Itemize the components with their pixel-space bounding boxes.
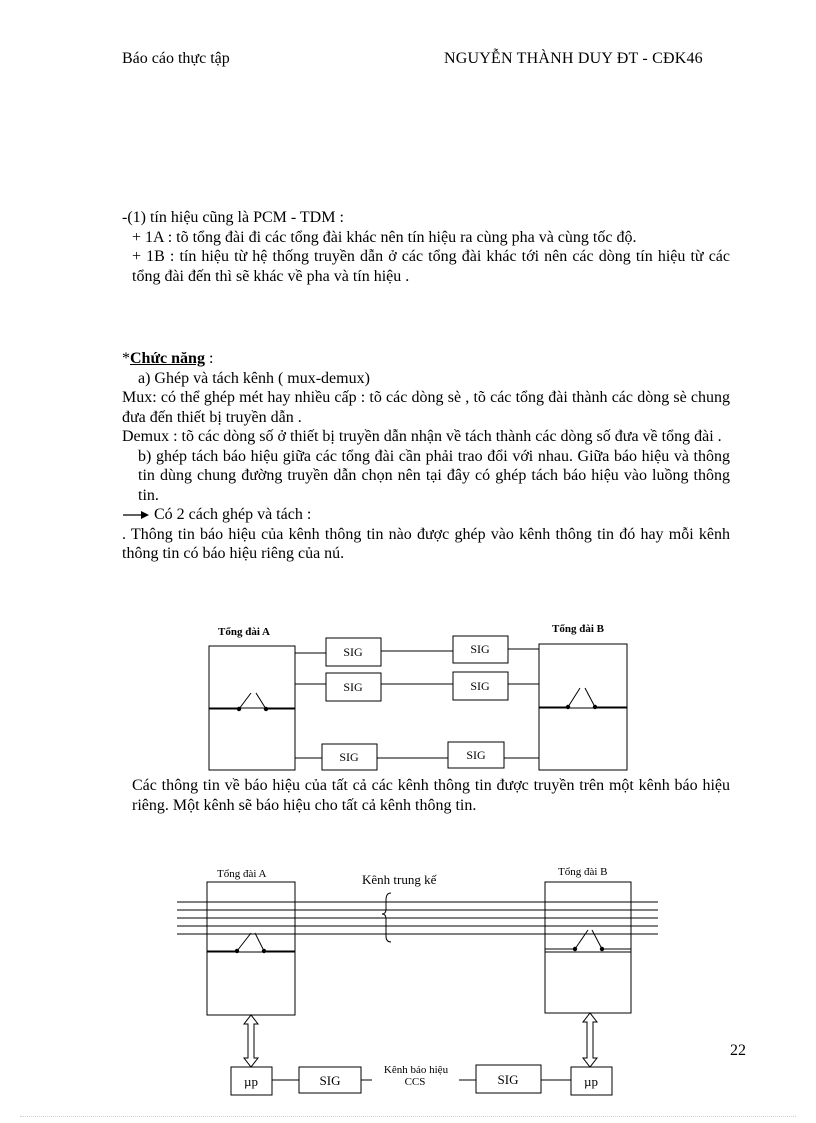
d2-up-label: µp bbox=[584, 1074, 598, 1089]
d1-exchange-a-label: Tổng đài A bbox=[218, 626, 270, 638]
item-b: b) ghép tách báo hiệu giữa các tổng đài cần phải trao đổi với nhau. Giữa báo hiệu và thông tin dùng chung đường truyền dẫn chọn nên tại đây có ghép tách báo hiệu vào luồng thông tin. bbox=[138, 447, 730, 504]
diagram-channel-associated bbox=[0, 615, 816, 775]
d2-sig-label: SIG bbox=[319, 1073, 341, 1088]
pcm-line: -(1) tín hiệu cũng là PCM - TDM : bbox=[122, 209, 344, 226]
functions-title bbox=[122, 349, 730, 369]
header-left: Báo cáo thực tập bbox=[122, 50, 230, 67]
title-suffix: : bbox=[204, 350, 214, 367]
demux-paragraph: Demux : tõ các dòng số ở thiết bị truyền dẫn nhận về tách thành các dòng số đưa về tổng đài . bbox=[122, 428, 722, 445]
page-divider bbox=[20, 1116, 796, 1117]
d2-up-label: µp bbox=[244, 1074, 258, 1089]
page-number: 22 bbox=[730, 1042, 746, 1059]
way2-paragraph: Các thông tin về báo hiệu của tất cả các kênh thông tin được truyền trên một kênh báo hiệu riêng. Một kênh sẽ báo hiệu cho tất cả kênh thông tin. bbox=[132, 777, 730, 814]
ways-text: Có 2 cách ghép và tách : bbox=[154, 506, 312, 523]
d1-sig-label: SIG bbox=[343, 645, 363, 659]
header-right: NGUYỄN THÀNH DUY ĐT - CĐK46 bbox=[444, 50, 703, 67]
right-arrow-icon bbox=[122, 510, 150, 520]
d2-ccs-label-line2: CCS bbox=[404, 1076, 426, 1088]
mux-paragraph: Mux: có thể ghép mét hay nhiều cấp : tõ các dòng sè , tõ các tổng đài thành các dòng sè chung đưa đến thiết bị truyền dẫn . bbox=[122, 389, 730, 426]
item-a: a) Ghép và tách kênh ( mux-demux) bbox=[138, 369, 370, 387]
section-pcm-tdm bbox=[122, 208, 730, 286]
d1-sig-label: SIG bbox=[343, 680, 363, 694]
d1-exchange-b-label: Tổng đài B bbox=[552, 623, 604, 635]
diagram-common-channel bbox=[0, 855, 816, 1100]
functions-heading: Chức năng bbox=[130, 350, 205, 367]
item-1b: + 1B : tín hiệu từ hệ thống truyền dẫn ở các tổng đài khác tới nên các dòng tín hiệu từ các tổng đài đến thì sẽ khác về pha và tín hiệu . bbox=[132, 248, 730, 285]
section-functions bbox=[122, 349, 730, 564]
item-1a: + 1A : tõ tổng đài đi các tổng đài khác nên tín hiệu ra cùng pha và cùng tốc độ. bbox=[132, 228, 637, 246]
section-common-channel bbox=[122, 776, 730, 815]
d1-sig-label: SIG bbox=[466, 748, 486, 762]
ways-line bbox=[122, 505, 730, 525]
title-prefix: * bbox=[122, 350, 130, 367]
d1-sig-label: SIG bbox=[470, 679, 490, 693]
d2-trunk-lines bbox=[177, 902, 658, 934]
d2-double-arrow-icon bbox=[583, 1013, 597, 1067]
d1-sig-label: SIG bbox=[470, 642, 490, 656]
d2-trunk-label: Kênh trung kế bbox=[362, 872, 437, 887]
d2-exchange-b-label: Tổng đài B bbox=[558, 866, 608, 878]
d2-exchange-a-label: Tổng đài A bbox=[217, 868, 267, 880]
d2-double-arrow-icon bbox=[244, 1015, 258, 1067]
d2-ccs-label-line1: Kênh báo hiệu bbox=[383, 1064, 449, 1076]
d1-sig-label: SIG bbox=[339, 750, 359, 764]
way1-paragraph: . Thông tin báo hiệu của kênh thông tin nào được ghép vào kênh thông tin đó hay mỗi kênh thông tin có báo hiệu riêng của nú. bbox=[122, 525, 730, 562]
d2-sig-label: SIG bbox=[497, 1072, 519, 1087]
